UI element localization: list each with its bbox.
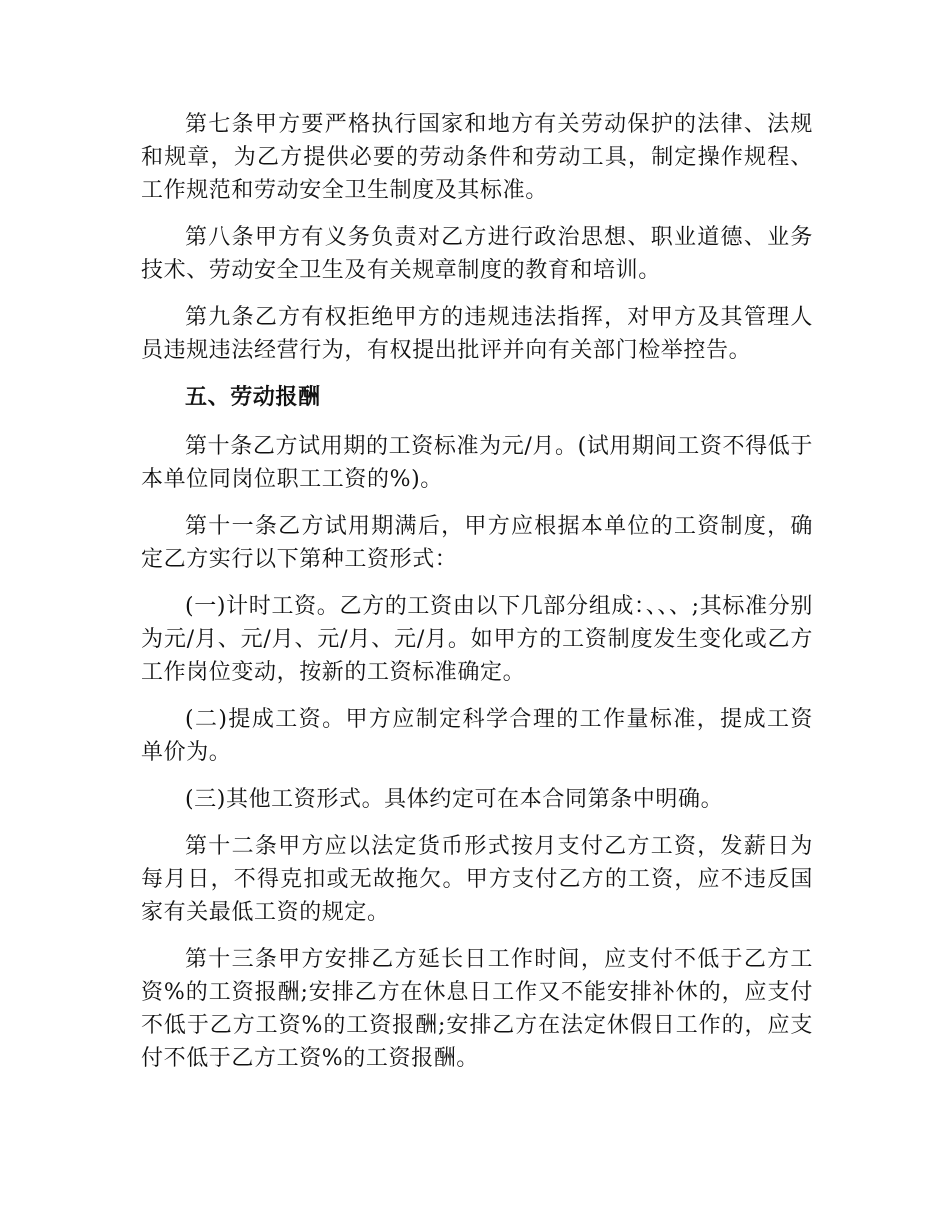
article-8-paragraph: 第八条甲方有义务负责对乙方进行政治思想、职业道德、业务技术、劳动安全卫生及有关规章制度的教育和培训。 (141, 225, 813, 283)
article-11-item-2-paragraph: (二)提成工资。甲方应制定科学合理的工作量标准，提成工资单价为。 (141, 707, 813, 765)
section-5-heading: 五、劳动报酬 (185, 385, 321, 410)
article-11-paragraph: 第十一条乙方试用期满后，甲方应根据本单位的工资制度，确定乙方实行以下第种工资形式： (141, 514, 813, 572)
article-11-item-1-paragraph: (一)计时工资。乙方的工资由以下几部分组成：、、、;其标准分别为元/月、元/月、元/月、元/月。如甲方的工资制度发生变化或乙方工作岗位变动，按新的工资标准确定。 (141, 594, 813, 685)
article-12-paragraph: 第十二条甲方应以法定货币形式按月支付乙方工资，发薪日为每月日，不得克扣或无故拖欠。甲方支付乙方的工资，应不违反国家有关最低工资的规定。 (141, 834, 813, 925)
article-13-paragraph: 第十三条甲方安排乙方延长日工作时间，应支付不低于乙方工资%的工资报酬;安排乙方在休息日工作又不能安排补休的，应支付不低于乙方工资%的工资报酬;安排乙方在法定休假日工作的，应支付不低于乙方工资%的工资报酬。 (141, 947, 813, 1071)
article-7-paragraph: 第七条甲方要严格执行国家和地方有关劳动保护的法律、法规和规章，为乙方提供必要的劳动条件和劳动工具，制定操作规程、工作规范和劳动安全卫生制度及其标准。 (141, 112, 813, 203)
article-9-paragraph: 第九条乙方有权拒绝甲方的违规违法指挥，对甲方及其管理人员违规违法经营行为，有权提出批评并向有关部门检举控告。 (141, 305, 813, 363)
document-page (141, 108, 813, 1089)
article-10-paragraph: 第十条乙方试用期的工资标准为元/月。(试用期间工资不得低于本单位同岗位职工工资的%)。 (141, 434, 813, 492)
article-11-item-3-paragraph: (三)其他工资形式。具体约定可在本合同第条中明确。 (185, 787, 724, 812)
